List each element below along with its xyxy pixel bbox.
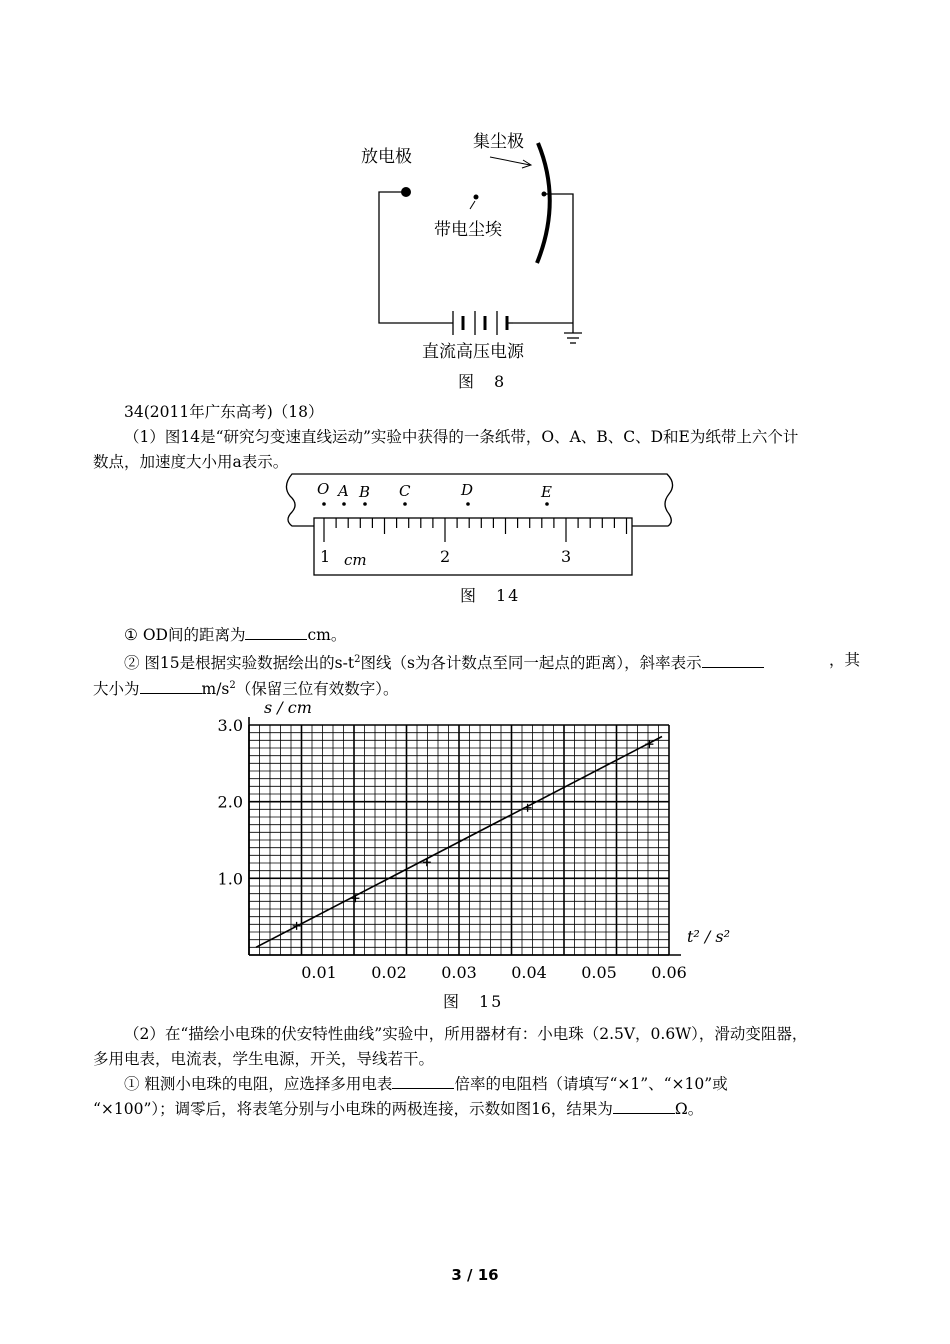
- chart-y-axis-label: s / cm: [264, 698, 312, 717]
- q2b-note: （保留三位有效数字）。: [235, 680, 399, 699]
- x-tick-label: 0.03: [441, 963, 477, 982]
- tape-label-e: E: [541, 483, 552, 501]
- part2-line1: （2）在“描绘小电珠的伏安特性曲线”实验中，所用器材有：小电珠（2.5V，0.6W），滑动变阻器，: [124, 1025, 808, 1043]
- q2-line: [124, 649, 860, 674]
- dust-particle: [474, 195, 479, 200]
- tape-dot-e: [545, 502, 549, 506]
- q3-multiplier-blank[interactable]: [392, 1074, 454, 1089]
- q2-prompt-mid: 图线（s为各计数点至同一起点的距离），斜率表示: [360, 654, 702, 673]
- figure-15-chart: [200, 695, 760, 990]
- tape-label-b: B: [359, 483, 371, 501]
- q2-slope-blank[interactable]: [702, 653, 764, 668]
- label-dc-power-source: 直流高压电源: [422, 342, 524, 362]
- tape-label-d: D: [461, 481, 474, 499]
- y-tick-label: 1.0: [217, 869, 243, 889]
- label-collector-electrode: 集尘极: [473, 132, 524, 152]
- q2-prompt-end: ，其: [828, 651, 860, 669]
- tape-label-o: O: [317, 480, 330, 498]
- tape-label-a: A: [338, 482, 349, 500]
- q3-prompt: ① 粗测小电珠的电阻，应选择多用电表: [124, 1075, 393, 1093]
- q1-prompt: ① OD间的距离为: [124, 626, 246, 644]
- figure-15-caption: 图 15: [443, 992, 504, 1011]
- q1-answer-blank[interactable]: [245, 625, 307, 640]
- figure-14-caption: 图 14: [460, 586, 521, 605]
- q2b-unit: m/s: [201, 680, 230, 699]
- ground-icon: [564, 333, 582, 343]
- tape-dot-b: [363, 502, 367, 506]
- q3-line: [124, 1073, 860, 1095]
- chart-x-axis-label: t² / s²: [687, 927, 731, 946]
- q2-prompt: ② 图15是根据实验数据绘出的s-t: [124, 654, 355, 673]
- tape-dot-d: [466, 502, 470, 506]
- q1-unit: cm。: [307, 626, 347, 644]
- part1-line1: （1）图14是“研究匀变速直线运动”实验中获得的一条纸带，O、A、B、C、D和E为纸带上六个计: [124, 428, 799, 446]
- q3b-prompt: “×100”）；调零后，将表笔分别与小电珠的两极连接，示数如图16，结果为: [93, 1100, 613, 1118]
- x-tick-label: 0.02: [371, 963, 407, 982]
- tape-dot-a: [342, 502, 346, 506]
- part1-line2: 数点，加速度大小用a表示。: [93, 453, 289, 471]
- ruler-label-1: 1: [320, 547, 331, 566]
- ruler-label-2: 2: [440, 547, 451, 566]
- q2-superscript: 2: [354, 654, 361, 665]
- x-tick-label: 0.04: [511, 963, 547, 982]
- battery-symbol: [453, 311, 513, 335]
- tape-dot-c: [403, 502, 407, 506]
- tape-dot-o: [322, 502, 326, 506]
- left-wire: [379, 192, 453, 323]
- y-tick-label: 3.0: [217, 716, 243, 735]
- chart-grid: [249, 725, 669, 955]
- y-tick-label: 2.0: [217, 792, 243, 812]
- collector-plate: [537, 143, 550, 263]
- x-tick-label: 0.05: [581, 963, 617, 982]
- x-tick-label: 0.06: [651, 963, 687, 982]
- ruler-unit: cm: [344, 551, 367, 569]
- figure-8-caption: 图 8: [458, 372, 507, 391]
- q2b-unit-superscript: 2: [229, 680, 236, 691]
- data-point-marker: [293, 922, 301, 930]
- q3b-unit: Ω。: [674, 1100, 704, 1118]
- question-header: 34(2011年广东高考)（18）: [124, 403, 324, 421]
- ruler-label-3: 3: [561, 547, 572, 566]
- tape-label-c: C: [399, 482, 411, 500]
- q2b-prompt: 大小为: [93, 680, 140, 699]
- figure-14-tape-diagram: [270, 470, 680, 580]
- label-charged-dust: 带电尘埃: [434, 220, 502, 240]
- x-tick-label: 0.01: [301, 963, 337, 982]
- q3-result-blank[interactable]: [613, 1099, 675, 1114]
- figure-8-diagram: [330, 125, 630, 365]
- q2-value-blank[interactable]: [140, 679, 202, 694]
- dust-arrow: [470, 201, 475, 209]
- q3b-line: [93, 1098, 703, 1120]
- part2-line2: 多用电表，电流表，学生电源，开关，导线若干。: [93, 1050, 435, 1068]
- q3-prompt-mid: 倍率的电阻档（请填写“×1”、“×10”或: [454, 1075, 728, 1093]
- page-number: 3 / 16: [451, 1266, 499, 1284]
- label-discharge-electrode: 放电极: [361, 147, 412, 167]
- q1-line: [124, 624, 346, 646]
